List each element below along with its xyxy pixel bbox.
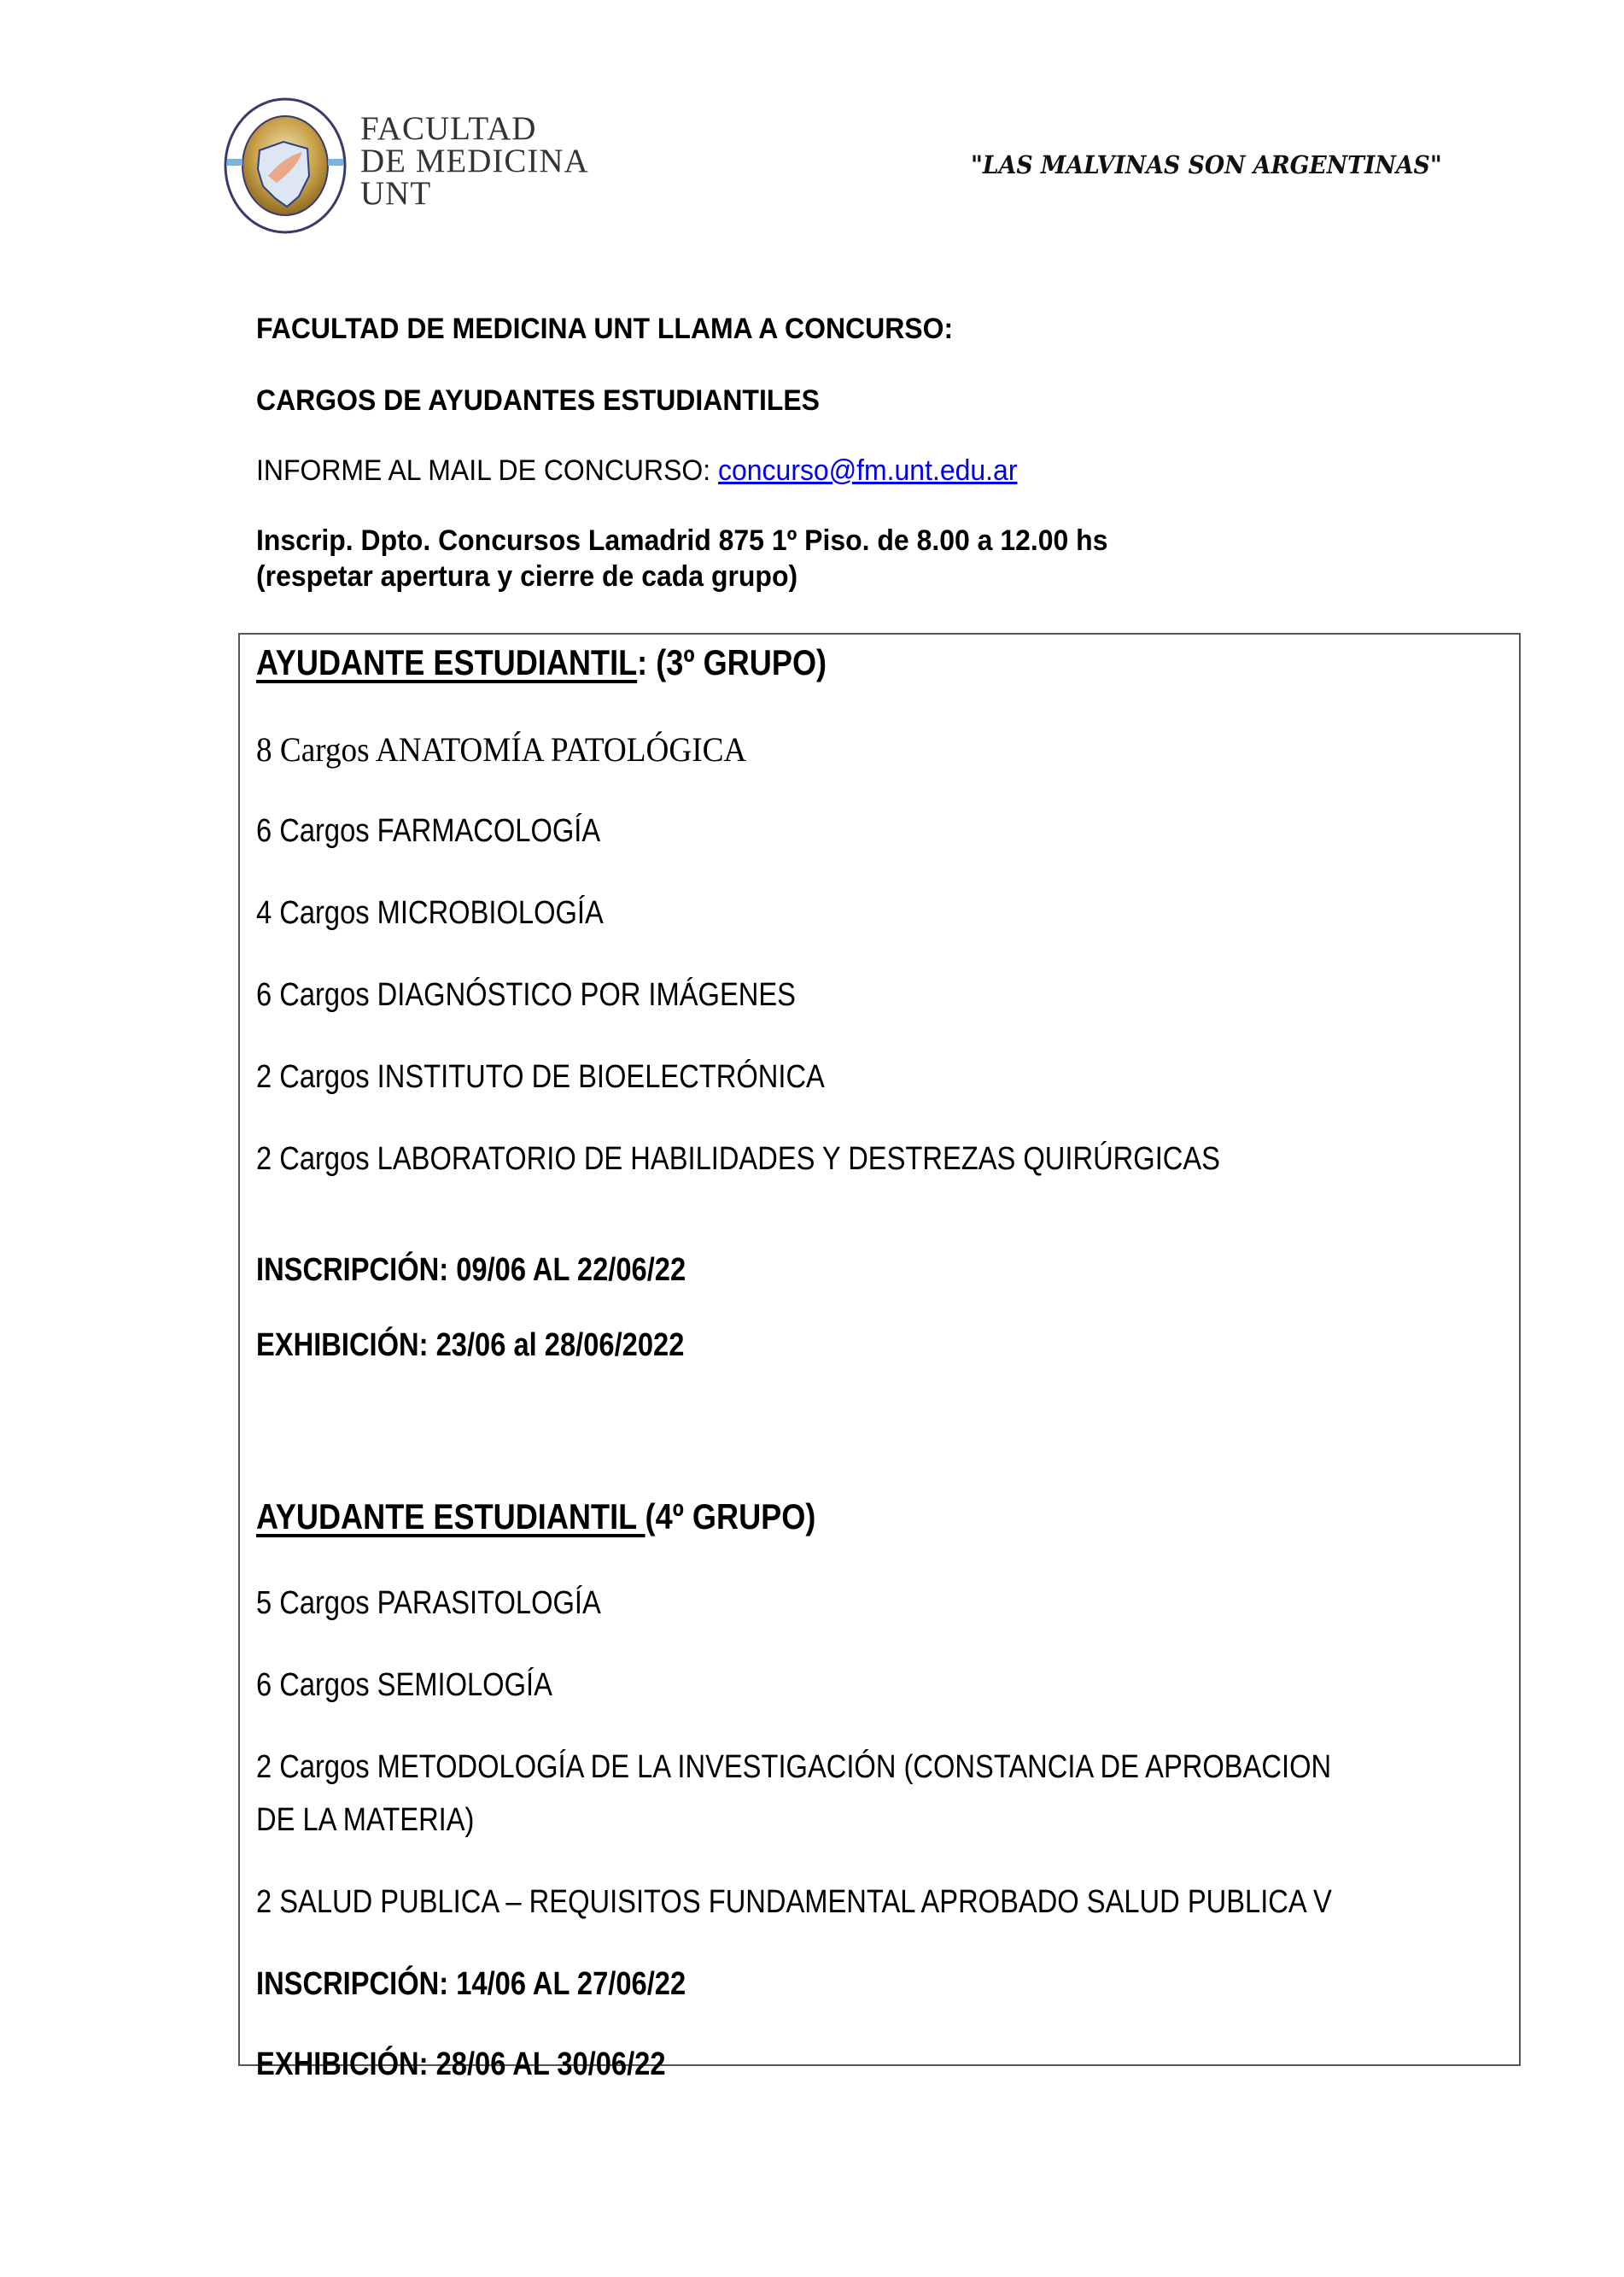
intro-subtitle: CARGOS DE AYUDANTES ESTUDIANTILES (256, 384, 820, 417)
group-3-item: 6 Cargos FARMACOLOGÍA (256, 813, 601, 849)
group-3-heading-underlined: AYUDANTE ESTUDIANTIL (256, 642, 638, 682)
logo-line-2: DE MEDICINA (360, 143, 589, 179)
mail-label: INFORME AL MAIL DE CONCURSO: (256, 454, 719, 487)
faculty-seal-icon (224, 97, 347, 234)
group-4-item: 5 Cargos PARASITOLOGÍA (256, 1585, 601, 1621)
group-4-heading-rest: (4º GRUPO) (645, 1496, 816, 1537)
group-3-item: 2 Cargos INSTITUTO DE BIOELECTRÓNICA (256, 1059, 825, 1095)
group-3-item: 6 Cargos DIAGNÓSTICO POR IMÁGENES (256, 977, 796, 1013)
mail-line (256, 454, 1017, 488)
logo-text (360, 110, 589, 212)
mail-link[interactable]: concurso@fm.unt.edu.ar (718, 454, 1018, 487)
intro-title: FACULTAD DE MEDICINA UNT LLAMA A CONCURSO: (256, 313, 954, 345)
group-3-heading-rest: : (3º GRUPO) (637, 642, 827, 682)
motto: "LAS MALVINAS SON ARGENTINAS" (971, 150, 1442, 179)
group-4-heading-underlined: AYUDANTE ESTUDIANTIL (256, 1496, 646, 1537)
group-4-item: DE LA MATERIA) (256, 1802, 475, 1838)
faculty-logo (224, 97, 591, 234)
group-4-item: 2 SALUD PUBLICA – REQUISITOS FUNDAMENTAL APROBADO SALUD PUBLICA V (256, 1884, 1332, 1920)
inscrip-line-2: (respetar apertura y cierre de cada grupo) (256, 560, 798, 593)
group-3-inscripcion: INSCRIPCIÓN: 09/06 AL 22/06/22 (256, 1252, 686, 1288)
group-4-item: 6 Cargos SEMIOLOGÍA (256, 1667, 552, 1703)
group-3-exhibicion: EXHIBICIÓN: 23/06 al 28/06/2022 (256, 1327, 685, 1363)
group-4-item: 2 Cargos METODOLOGÍA DE LA INVESTIGACIÓN (CONSTANCIA DE APROBACION (256, 1749, 1332, 1785)
group-3-item: 4 Cargos MICROBIOLOGÍA (256, 895, 604, 931)
group-4-heading (256, 1496, 815, 1537)
inscrip-line-1: Inscrip. Dpto. Concursos Lamadrid 875 1º Piso. de 8.00 a 12.00 hs (256, 524, 1108, 557)
logo-line-3: UNT (360, 175, 432, 212)
group-3-item: 8 Cargos ANATOMÍA PATOLÓGICA (256, 730, 747, 769)
group-4-inscripcion: INSCRIPCIÓN: 14/06 AL 27/06/22 (256, 1966, 686, 2002)
logo-line-1: FACULTAD (360, 110, 537, 147)
group-4-exhibicion: EXHIBICIÓN: 28/06 AL 30/06/22 (256, 2046, 666, 2082)
group-3-item: 2 Cargos LABORATORIO DE HABILIDADES Y DESTREZAS QUIRÚRGICAS (256, 1141, 1220, 1177)
group-3-heading (256, 642, 827, 683)
